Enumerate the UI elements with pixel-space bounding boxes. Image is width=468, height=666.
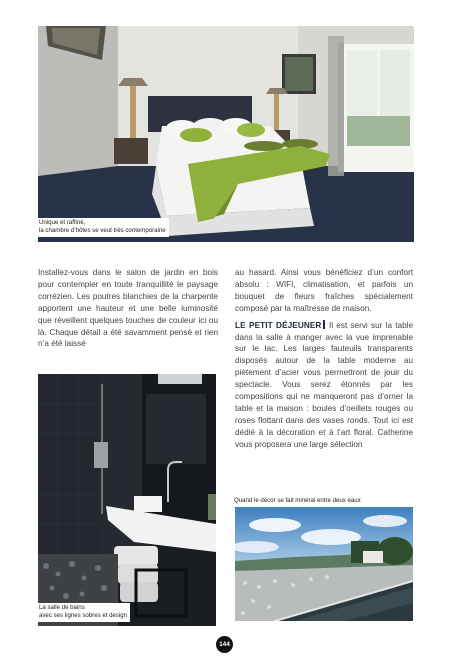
pool-caption: Quand le décor se fait minéral entre deux eaux xyxy=(234,497,361,504)
bathroom-photo xyxy=(38,374,216,626)
bedroom-caption xyxy=(38,218,169,237)
pool-photo xyxy=(235,507,413,621)
bathroom-caption xyxy=(38,603,130,622)
article-paragraph-2: au hasard. Ainsi vous bénéficiez d’un confort absolu : WIFI, climatisation, et parfois un bouquet de fleurs fraîches spécialement composé par la maîtresse de maison. xyxy=(235,268,413,313)
article-column-2 xyxy=(235,267,413,451)
page-number: 144 xyxy=(216,636,233,653)
bathroom-caption-line-1: La salle de bains xyxy=(39,604,85,611)
bathroom-caption-line-2: avec ses lignes sobres et design xyxy=(39,612,128,620)
article-paragraph-1: Installez-vous dans le salon de jardin en bois pour contempler en toute tranquillité le paysage corrézien. Les poutres blanchies de la charpente apportent une hauteur et une belle luminosité que réveillent quelques touches de couleur ici ou là. Chaque détail a été savamment pensé et rien n’a été laissé xyxy=(38,268,218,349)
bedroom-caption-line-2: la chambre d’hôtes se veut très contemporaine xyxy=(39,227,166,235)
bedroom-caption-line-1: Unique et raffiné, xyxy=(39,219,86,226)
bedroom-photo xyxy=(38,26,414,242)
breakfast-section xyxy=(235,320,413,451)
breakfast-paragraph: Il est servi sur la table dans la salle à manger avec la vue imprenable sur le lac. Les larges fauteuils transparents disposés autour de la table moderne au piètement d’acier vous permettront de jouir du spectacle. Vous serez étonnés par les compositions qui ne manqueront pas d’orner la table et la maison : boules d’oeillets rouges ou roses flottant dans des vases ronds. Tout ici est dédié à la décoration et à l’art floral. Catherine vous proposera une large sélection xyxy=(235,320,413,449)
section-heading-breakfast: LE PETIT DÉJEUNER xyxy=(235,320,322,330)
heading-divider xyxy=(323,320,325,329)
article-column-1 xyxy=(38,267,218,350)
